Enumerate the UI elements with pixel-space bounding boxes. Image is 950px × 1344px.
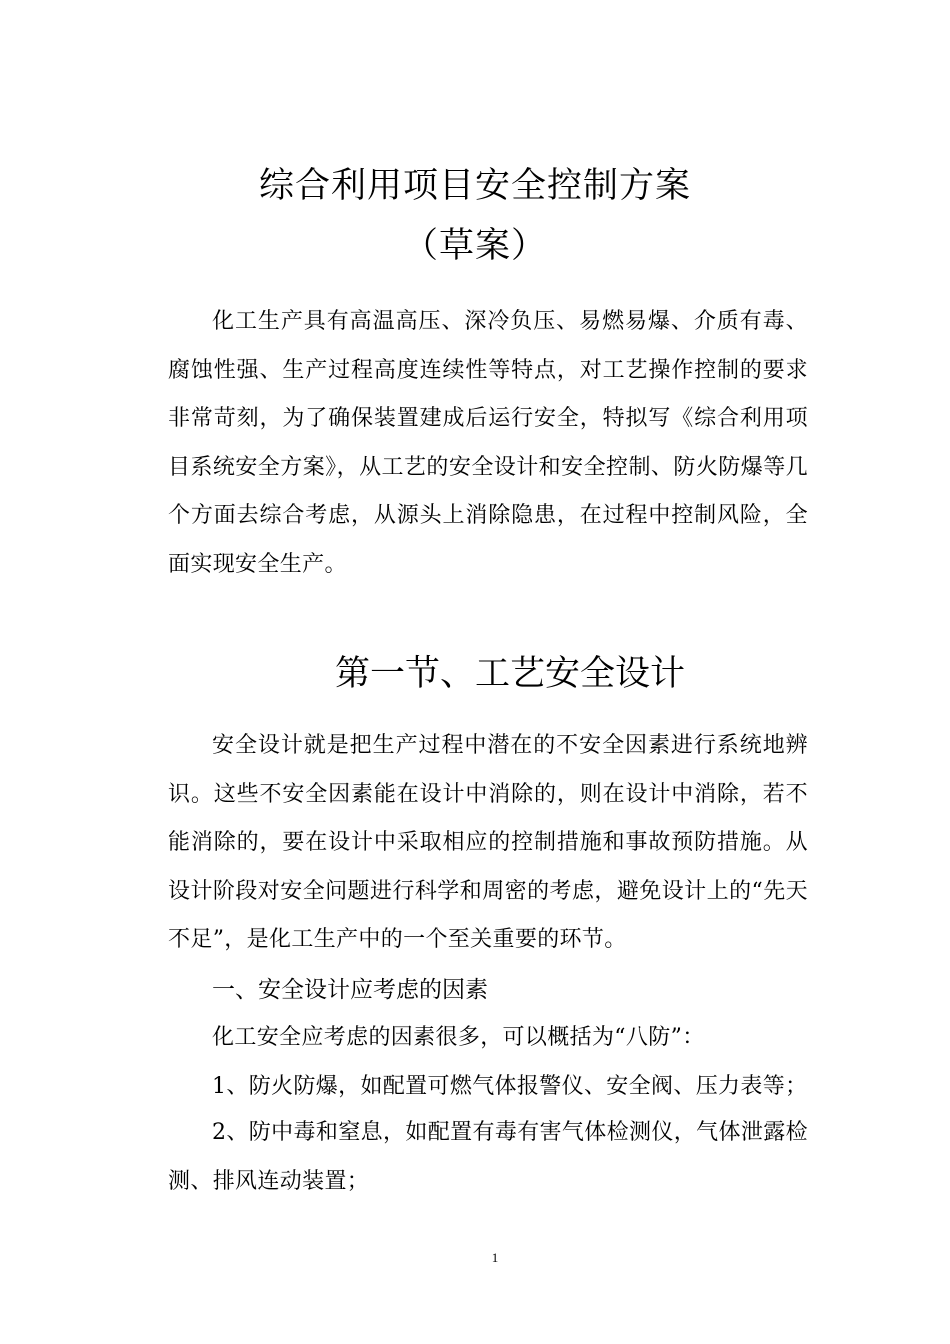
intro-paragraph: 化工生产具有高温高压、深冷负压、易燃易爆、介质有毒、腐蚀性强、生产过程高度连续性等特点，对工艺操作控制的要求非常苛刻，为了确保装置建成后运行安全，特拟写《综合利用项目系统安全方案》，从工艺的安全设计和安全控制、防火防爆等几个方面去综合考虑，从源头上消除隐患，在过程中控制风险，全面实现安全生产。: [168, 309, 808, 577]
list-item-1: 1、防火防爆，如配置可燃气体报警仪、安全阀、压力表等；: [212, 1074, 808, 1099]
list-item-2: 2、防中毒和窒息，如配置有毒有害气体检测仪，气体泄露检测、排风连动装置；: [168, 1120, 808, 1194]
page-number: 1: [491, 1250, 499, 1265]
document-title: 综合利用项目安全控制方案: [258, 166, 691, 206]
section-paragraph: 安全设计就是把生产过程中潜在的不安全因素进行系统地辨识。这些不安全因素能在设计中消除的，则在设计中消除，若不能消除的，要在设计中采取相应的控制措施和事故预防措施。从设计阶段对安全问题进行科学和周密的考虑，避免设计上的“先天不足”，是化工生产中的一个至关重要的环节。: [168, 733, 808, 953]
subheading: 一、安全设计应考虑的因素: [212, 977, 488, 1003]
document-subtitle: （草案）: [402, 226, 547, 266]
section-title: 第一节、工艺安全设计: [334, 654, 685, 694]
factors-intro: 化工安全应考虑的因素很多，可以概括为“八防”：: [212, 1025, 705, 1050]
